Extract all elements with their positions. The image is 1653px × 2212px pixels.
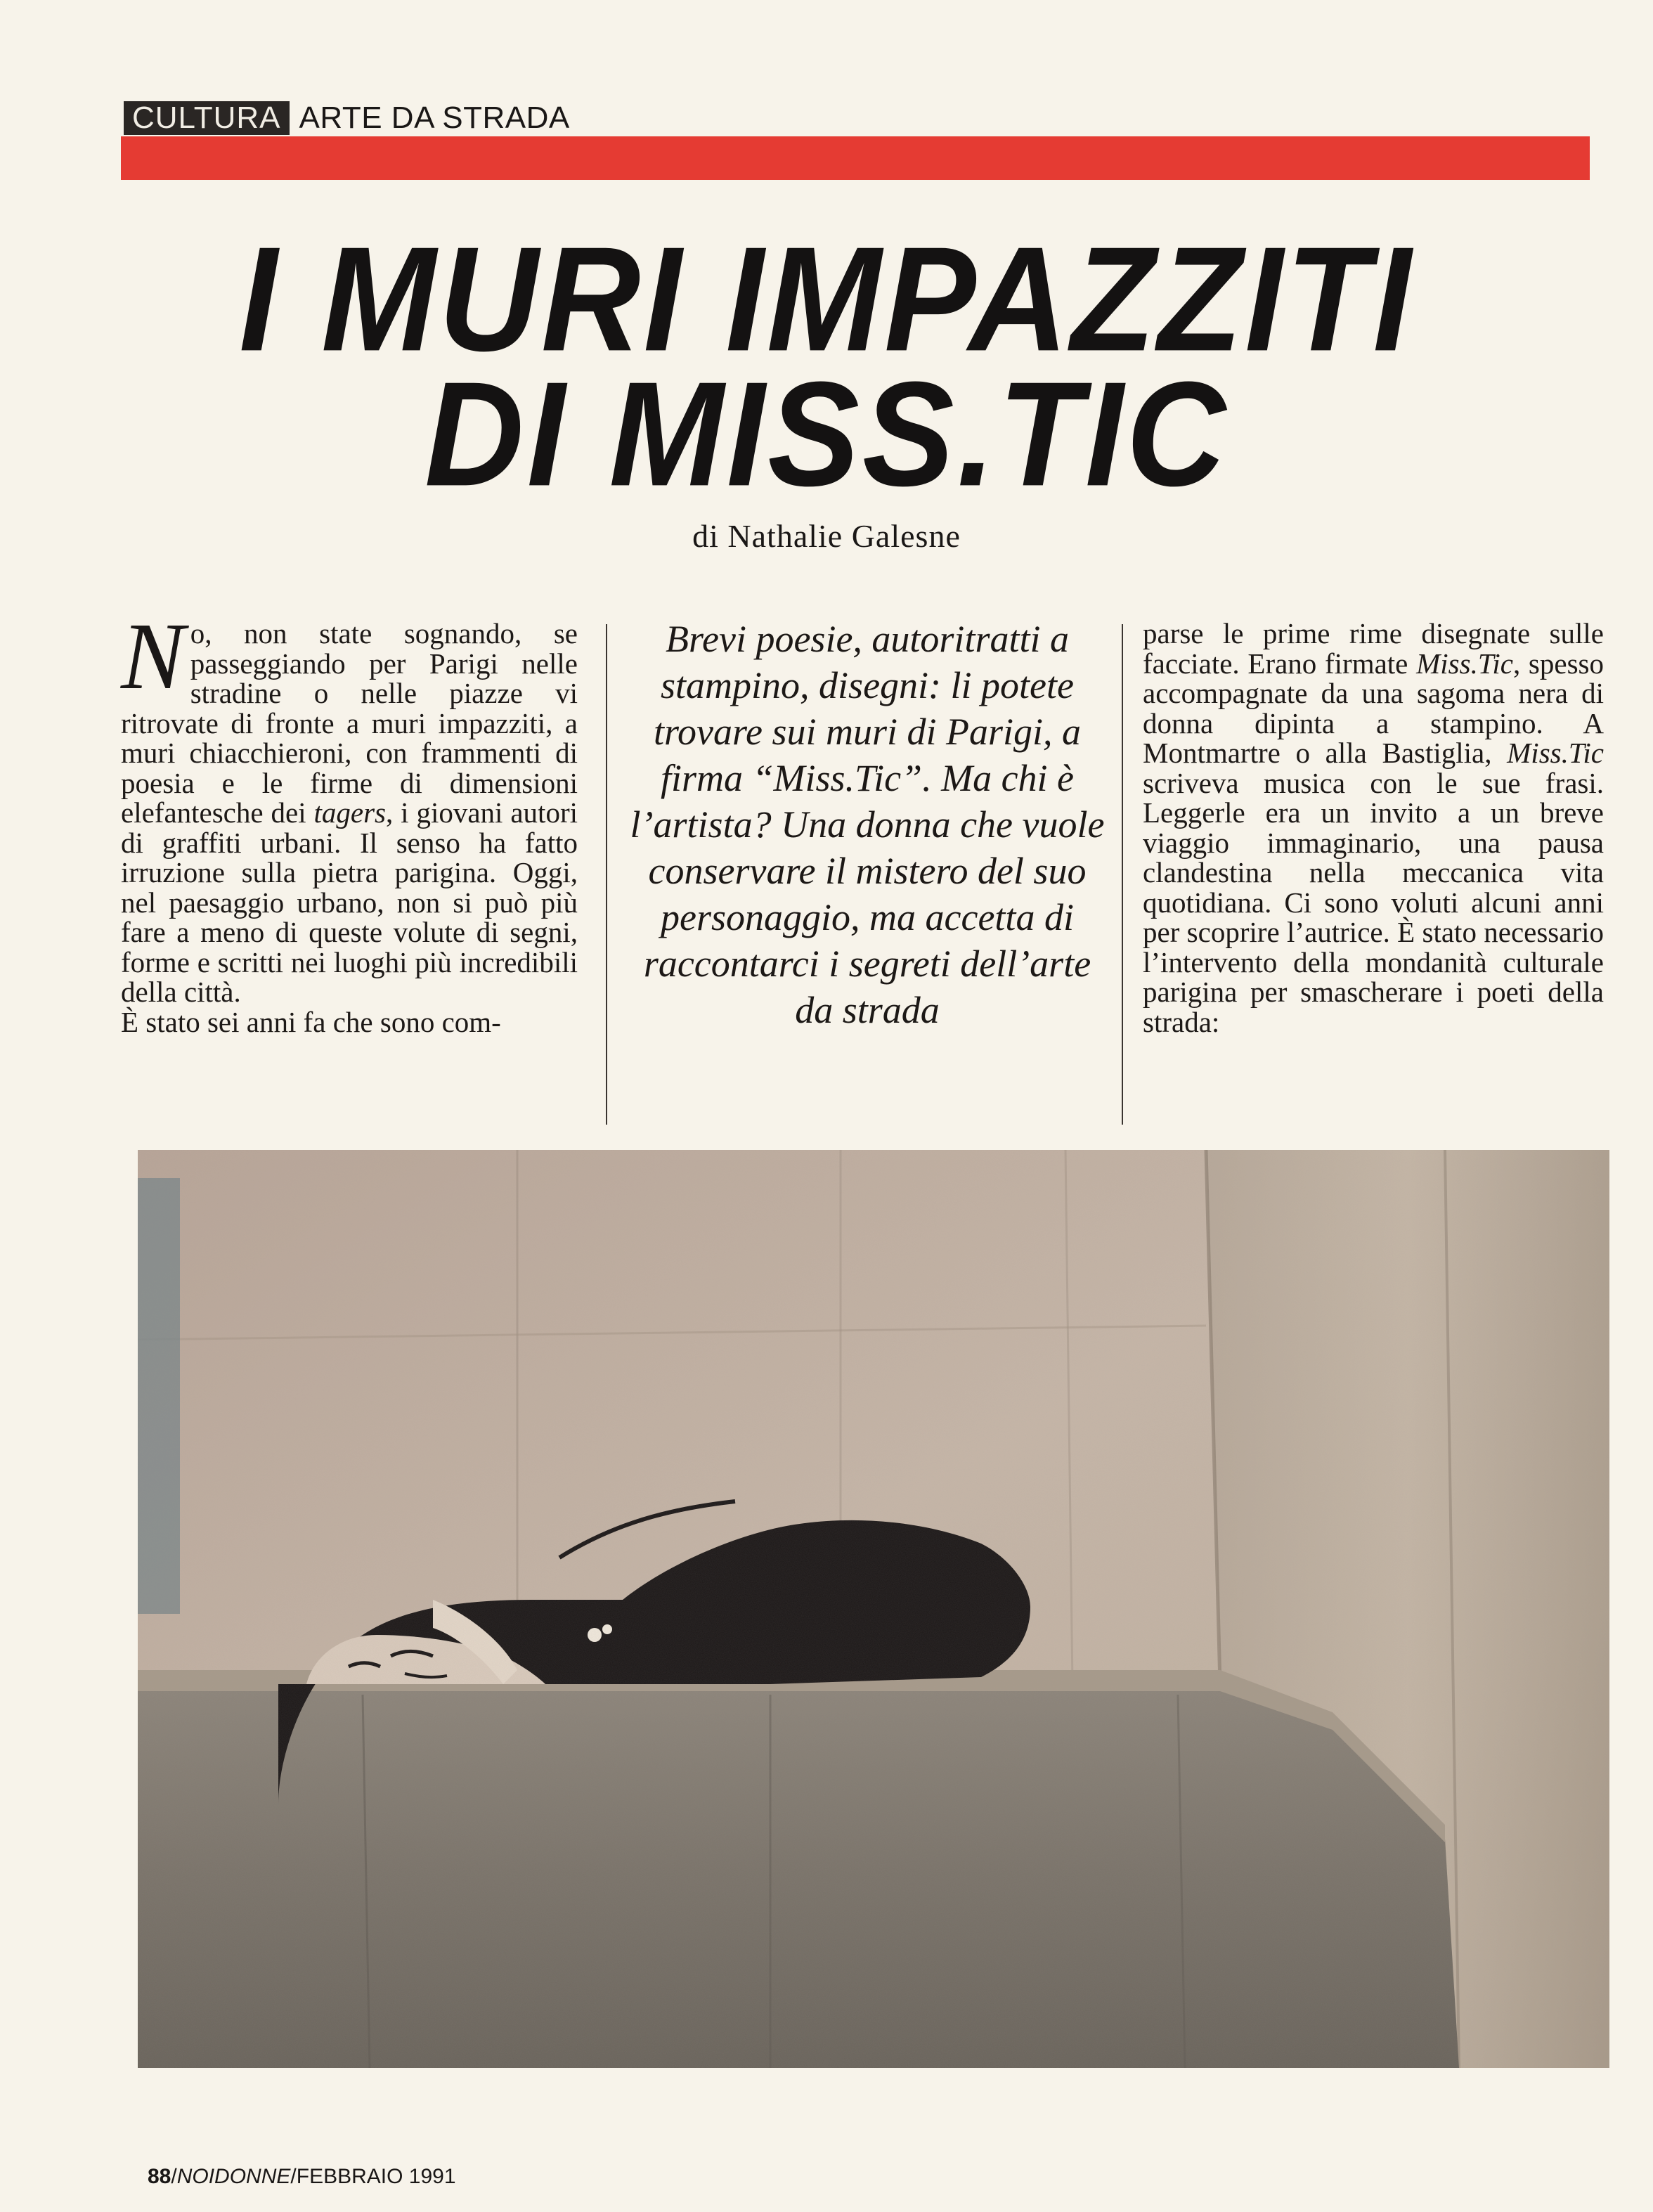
page-footer (148, 2165, 456, 2189)
body-text: , i giovani autori di graffiti urbani. Il senso ha fatto irruzione sulla pietra parigina. Oggi, nel paesaggio urbano, non si può più fare a meno di queste volute di segni, forme e scritti nei luoghi più incredibili della città. (121, 796, 578, 1008)
article-title-line-2: DI MISS.TIC (424, 351, 1229, 517)
drop-cap: N (121, 604, 185, 709)
body-paragraph (121, 604, 578, 1008)
pull-quote (621, 616, 1113, 1033)
body-text: , spesso accompagnate da una sagoma nera di donna dipinta a stampino. A Montmartre o alla Bastiglia, (1143, 647, 1604, 769)
body-text: scriveva musica con le sue frasi. Leggerle era un invito a un breve viaggio immaginario, una pausa clandestina nella meccanica vita quotidiana. Ci sono voluti alcuni anni per scoprire l’autrice. È stato necessario l’intervento della mondanità culturale parigina per smascherare i poeti della strada: (1143, 766, 1604, 1038)
body-text-italic: Miss.Tic (1507, 737, 1604, 769)
body-paragraph: È stato sei anni fa che sono com- (121, 1005, 501, 1038)
body-paragraph (1143, 619, 1604, 1037)
section-category: CULTURA (124, 101, 290, 135)
red-banner-bar (121, 136, 1590, 180)
page-number: 88 (148, 2165, 171, 2188)
section-header (124, 101, 570, 135)
footer-separator: / (171, 2165, 177, 2188)
body-text: o, non state sognando, se passeggiando per Parigi nelle stradine o nelle piazze vi ritrovate di fronte a muri impazziti, a muri chiacchieroni, con frammenti di poesia e le firme di dimensioni elefantesche dei (121, 617, 578, 829)
body-text-italic: tagers (313, 796, 386, 829)
stencil-wall-image (138, 1150, 1609, 2068)
body-column-1 (121, 604, 578, 1038)
article-photo (138, 1150, 1609, 2068)
issue-date: FEBBRAIO 1991 (296, 2165, 456, 2188)
magazine-name: NOIDONNE (176, 2165, 291, 2188)
column-rule (1122, 624, 1123, 1125)
pull-quote-text: Brevi poesie, autoritratti a stampino, disegni: li potete trovare sui muri di Parigi, a firma “Miss.Tic”. Ma chi è l’artista? Una donna che vuole conservare il mistero del suo personaggio, ma accetta di raccontarci i segreti dell’arte da strada (630, 618, 1105, 1031)
body-text: parse le prime rime disegnate sulle facciate. Erano firmate (1143, 617, 1604, 680)
footer-separator: / (290, 2165, 297, 2188)
section-subtitle: ARTE DA STRADA (299, 101, 570, 135)
article-title-line-1: I MURI IMPAZZITI (239, 216, 1414, 382)
column-rule (606, 624, 607, 1125)
byline: di Nathalie Galesne (692, 518, 961, 554)
body-text-italic: Miss.Tic (1416, 647, 1513, 680)
body-column-3 (1143, 619, 1604, 1037)
